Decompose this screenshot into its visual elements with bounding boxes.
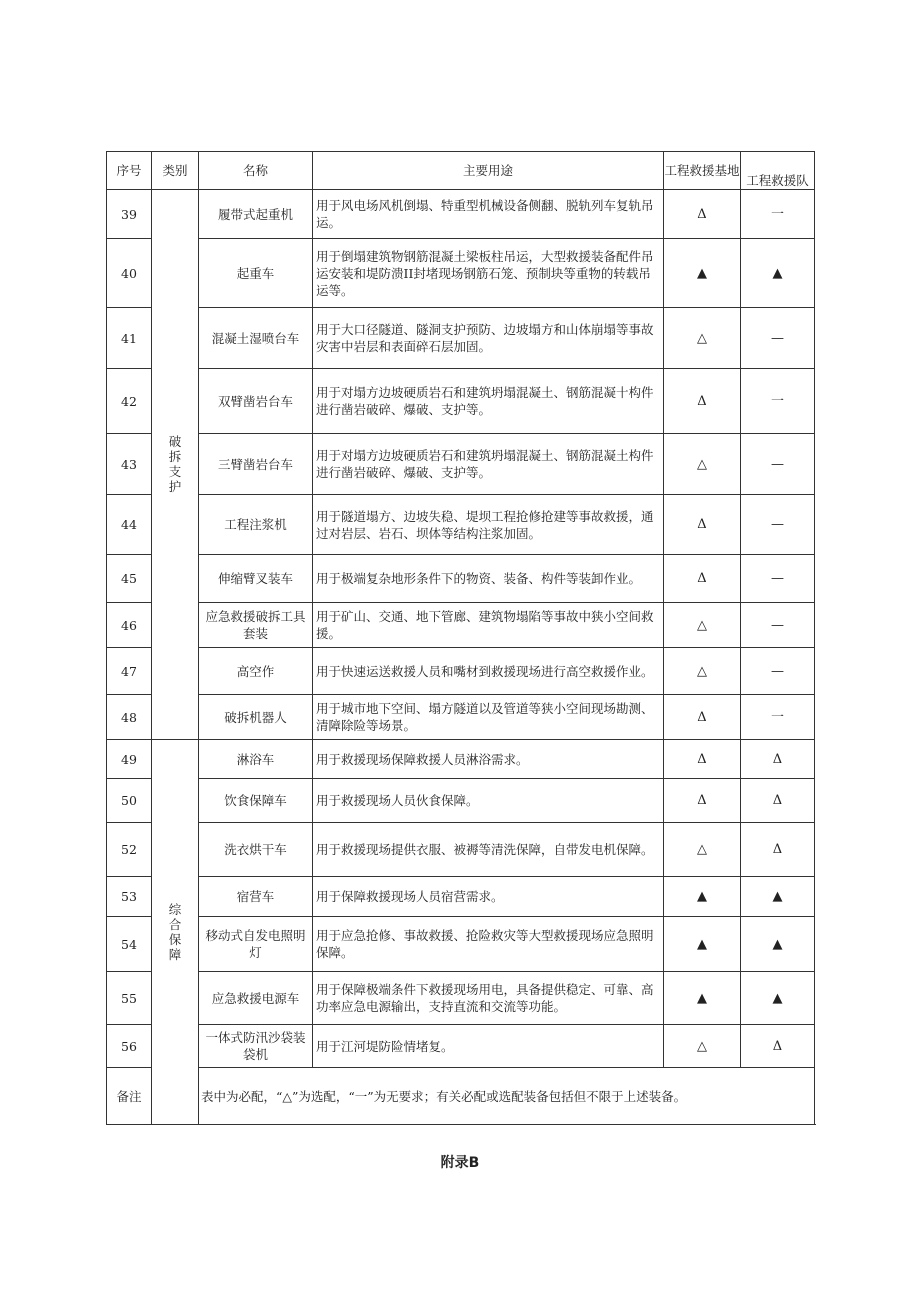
equipment-use: 用于倒塌建筑物钢筋混凝土梁板柱吊运，大型救援装备配件吊运安装和堤防溃II封堵现场钢筋石笼、预制块等重物的转载吊运等。 <box>313 239 664 308</box>
team-requirement-mark: ▲ <box>741 877 815 917</box>
base-requirement-mark: △ <box>664 648 741 695</box>
table-row <box>107 917 815 972</box>
table-row <box>107 648 815 695</box>
header-use: 主要用途 <box>313 152 664 190</box>
row-seq: 53 <box>107 877 152 917</box>
equipment-name: 起重车 <box>199 239 313 308</box>
table-row <box>107 495 815 555</box>
equipment-name: 移动式自发电照明灯 <box>199 917 313 972</box>
row-seq: 48 <box>107 695 152 740</box>
table-row <box>107 740 815 779</box>
row-seq: 52 <box>107 823 152 877</box>
team-requirement-mark: — <box>741 648 815 695</box>
table-row <box>107 555 815 603</box>
base-requirement-mark: Δ <box>664 779 741 823</box>
row-seq: 55 <box>107 972 152 1025</box>
equipment-use: 用于对塌方边坡硬质岩石和建筑坍塌混凝土、钢筋混凝土构件进行凿岩破碎、爆破、支护等。 <box>313 434 664 495</box>
row-seq: 49 <box>107 740 152 779</box>
team-requirement-mark: Δ <box>741 1025 815 1068</box>
table-row <box>107 1025 815 1068</box>
table-row <box>107 823 815 877</box>
team-requirement-mark: — <box>741 434 815 495</box>
category-cell <box>152 740 199 1125</box>
base-requirement-mark: ▲ <box>664 972 741 1025</box>
equipment-name: 混凝土湿喷台车 <box>199 308 313 369</box>
team-requirement-mark: 一 <box>741 190 815 239</box>
note-text: 表中为必配，“△”为选配，“一”为无要求；有关必配或选配装备包括但不限于上述装备。 <box>199 1068 815 1125</box>
header-team: 工程救援队 <box>741 152 815 190</box>
category-cell <box>152 190 199 740</box>
base-requirement-mark: △ <box>664 603 741 648</box>
team-requirement-mark: ▲ <box>741 972 815 1025</box>
base-requirement-mark: △ <box>664 434 741 495</box>
equipment-use: 用于矿山、交通、地下管廊、建筑物塌陷等事故中狭小空间救援。 <box>313 603 664 648</box>
row-seq: 54 <box>107 917 152 972</box>
category-label: 综合保障 <box>168 901 182 962</box>
equipment-name: 洗衣烘干车 <box>199 823 313 877</box>
equipment-table <box>106 151 815 1125</box>
equipment-name: 宿营车 <box>199 877 313 917</box>
appendix-title: 附录B <box>440 1155 480 1171</box>
team-requirement-mark: ▲ <box>741 239 815 308</box>
equipment-use: 用于快速运送救援人员和嘴材到救援现场进行高空救援作业。 <box>313 648 664 695</box>
table-row <box>107 972 815 1025</box>
equipment-name: 工程注浆机 <box>199 495 313 555</box>
team-requirement-mark: Δ <box>741 823 815 877</box>
base-requirement-mark: ▲ <box>664 917 741 972</box>
team-requirement-mark: — <box>741 603 815 648</box>
team-requirement-mark: — <box>741 308 815 369</box>
table-row <box>107 308 815 369</box>
equipment-name: 双臂凿岩台车 <box>199 369 313 434</box>
row-seq: 44 <box>107 495 152 555</box>
row-seq: 45 <box>107 555 152 603</box>
row-seq: 46 <box>107 603 152 648</box>
equipment-name: 高空作 <box>199 648 313 695</box>
row-seq: 56 <box>107 1025 152 1068</box>
equipment-use: 用于救援现场保障救援人员淋浴需求。 <box>313 740 664 779</box>
equipment-name: 三臂凿岩台车 <box>199 434 313 495</box>
header-name: 名称 <box>199 152 313 190</box>
row-seq: 47 <box>107 648 152 695</box>
team-requirement-mark: 一 <box>741 369 815 434</box>
base-requirement-mark: Δ <box>664 369 741 434</box>
base-requirement-mark: △ <box>664 823 741 877</box>
table-row <box>107 877 815 917</box>
base-requirement-mark: Δ <box>664 555 741 603</box>
equipment-name: 一体式防汛沙袋装袋机 <box>199 1025 313 1068</box>
team-requirement-mark: Δ <box>741 779 815 823</box>
equipment-use: 用于风电场风机倒塌、特重型机械设备侧翻、脱轨列车复轨吊运。 <box>313 190 664 239</box>
row-seq: 40 <box>107 239 152 308</box>
header-base: 工程救援基地 <box>664 152 741 190</box>
base-requirement-mark: Δ <box>664 495 741 555</box>
base-requirement-mark: △ <box>664 1025 741 1068</box>
header-category: 类别 <box>152 152 199 190</box>
table-row <box>107 190 815 239</box>
table-row <box>107 779 815 823</box>
base-requirement-mark: Δ <box>664 190 741 239</box>
note-label: 备注 <box>107 1068 152 1125</box>
team-requirement-mark: ▲ <box>741 917 815 972</box>
equipment-use: 用于对塌方边坡硬质岩石和建筑坍塌混凝土、钢筋混凝十构件进行凿岩破碎、爆破、支护等。 <box>313 369 664 434</box>
equipment-use: 用于保障极端条件下救援现场用电，具备提供稳定、可靠、高功率应急电源输出，支持直流和交流等功能。 <box>313 972 664 1025</box>
equipment-use: 用于救援现场人员伙食保障。 <box>313 779 664 823</box>
equipment-name: 饮食保障车 <box>199 779 313 823</box>
equipment-name: 淋浴车 <box>199 740 313 779</box>
note-row <box>107 1068 815 1125</box>
equipment-name: 应急救援电源车 <box>199 972 313 1025</box>
base-requirement-mark: △ <box>664 308 741 369</box>
equipment-name: 履带式起重机 <box>199 190 313 239</box>
team-requirement-mark: — <box>741 555 815 603</box>
header-row <box>107 152 815 190</box>
row-seq: 43 <box>107 434 152 495</box>
base-requirement-mark: ▲ <box>664 877 741 917</box>
equipment-use: 用于极端复杂地形条件下的物资、装备、构件等装卸作业。 <box>313 555 664 603</box>
equipment-use: 用于隧道塌方、边坡失稳、堤坝工程抢修抢建等事故救援，通过对岩层、岩石、坝体等结构注浆加固。 <box>313 495 664 555</box>
row-seq: 39 <box>107 190 152 239</box>
team-requirement-mark: Δ <box>741 740 815 779</box>
row-seq: 42 <box>107 369 152 434</box>
team-requirement-mark: 一 <box>741 695 815 740</box>
base-requirement-mark: Δ <box>664 695 741 740</box>
equipment-use: 用于城市地下空间、塌方隧道以及管道等狭小空间现场勘测、清障除险等场景。 <box>313 695 664 740</box>
equipment-use: 用于救援现场提供衣服、被褥等清洗保障，自带发电机保障。 <box>313 823 664 877</box>
row-seq: 41 <box>107 308 152 369</box>
equipment-name: 破拆机器人 <box>199 695 313 740</box>
base-requirement-mark: Δ <box>664 740 741 779</box>
table-row <box>107 239 815 308</box>
table-row <box>107 603 815 648</box>
table-row <box>107 434 815 495</box>
team-requirement-mark: — <box>741 495 815 555</box>
header-seq: 序号 <box>107 152 152 190</box>
category-label: 破拆支护 <box>168 434 182 494</box>
equipment-name: 应急救援破拆工具套装 <box>199 603 313 648</box>
equipment-use: 用于保障救援现场人员宿营需求。 <box>313 877 664 917</box>
equipment-use: 用于江河堤防险情堵复。 <box>313 1025 664 1068</box>
table-row <box>107 695 815 740</box>
table-row <box>107 369 815 434</box>
equipment-use: 用于应急抢修、事故救援、抢险救灾等大型救援现场应急照明保障。 <box>313 917 664 972</box>
row-seq: 50 <box>107 779 152 823</box>
base-requirement-mark: ▲ <box>664 239 741 308</box>
table-body <box>107 190 815 1125</box>
equipment-name: 伸缩臂叉装车 <box>199 555 313 603</box>
equipment-use: 用于大口径隧道、隧洞支护预防、边坡塌方和山体崩塌等事故灾害中岩层和表面碎石层加固。 <box>313 308 664 369</box>
